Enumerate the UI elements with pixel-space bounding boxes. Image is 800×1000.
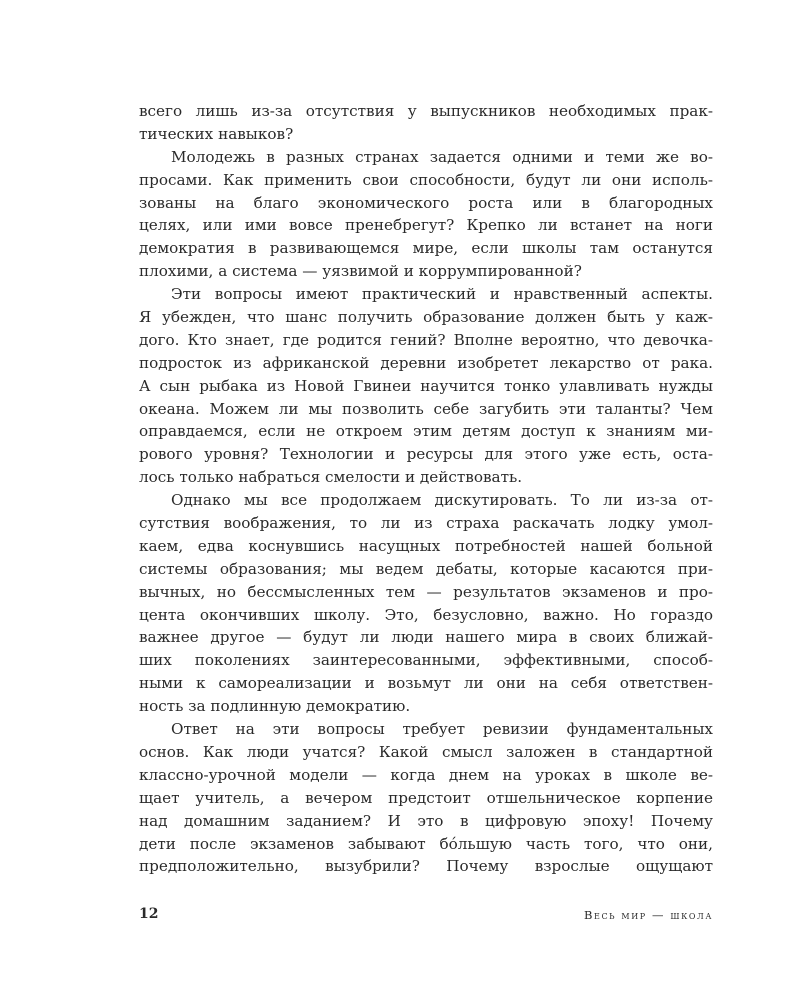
text-line: лось только набраться смелости и действовать. (139, 468, 523, 487)
text-line: рового уровня? Технологии и ресурсы для этого уже есть, оста- (139, 445, 713, 464)
text-line: океана. Можем ли мы позволить себе загубить эти таланты? Чем (139, 399, 713, 418)
text-line: Эти вопросы имеют практический и нравственный аспекты. (171, 285, 713, 304)
text-line: щает учитель, а вечером предстоит отшельническое корпение (139, 788, 713, 807)
body-text (139, 100, 713, 878)
text-line: плохими, а система — уязвимой и коррумпированной? (139, 262, 582, 281)
text-line: всего лишь из-за отсутствия у выпускников необходимых прак- (139, 102, 713, 120)
text-line: классно-урочной модели — когда днем на уроках в школе ве- (139, 765, 713, 784)
text-line: А сын рыбака из Новой Гвинеи научится тонко улавливать нужды (139, 376, 713, 395)
text-line: основ. Как люди учатся? Какой смысл заложен в стандартной (139, 742, 713, 761)
text-line: оправдаемся, если не откроем этим детям доступ к знаниям ми- (139, 422, 713, 441)
text-line: тических навыков? (139, 124, 294, 143)
text-line: подросток из африканской деревни изобретет лекарство от рака. (139, 353, 713, 372)
text-line: Я убежден, что шанс получить образование должен быть у каж- (139, 308, 713, 327)
text-line: важнее другое — будут ли люди нашего мира в своих ближай- (139, 628, 713, 647)
text-line: просами. Как применить свои способности, будут ли они исполь- (139, 170, 713, 189)
text-line: цента окончивших школу. Это, безусловно, важно. Но гораздо (139, 605, 713, 624)
running-head: Весь мир — школа (583, 908, 713, 922)
text-line: Однако мы все продолжаем дискутировать. То ли из-за от- (171, 491, 713, 510)
text-line: дети после экзаменов забывают бóльшую часть того, что они, (139, 834, 713, 853)
page-footer (139, 906, 713, 926)
text-line: зованы на благо экономического роста или в благородных (139, 193, 713, 212)
text-line: демократия в развивающемся мире, если школы там останутся (139, 239, 713, 258)
text-line: Молодежь в разных странах задается одними и теми же во- (171, 147, 713, 166)
text-line: целях, или ими вовсе пренебрегут? Крепко ли встанет на ноги (139, 216, 713, 235)
text-line: дого. Кто знает, где родится гений? Вполне вероятно, что девочка- (139, 330, 713, 349)
text-line: над домашним заданием? И это в цифровую эпоху! Почему (139, 811, 713, 830)
page-number: 12 (139, 906, 159, 922)
text-line: предположительно, вызубрили? Почему взрослые ощущают (139, 857, 713, 876)
text-line: вычных, но бессмысленных тем — результатов экзаменов и про- (139, 582, 713, 601)
text-line: каем, едва коснувшись насущных потребностей нашей больной (139, 536, 713, 555)
text-line: ными к самореализации и возьмут ли они на себя ответствен- (139, 674, 713, 693)
text-line: ших поколениях заинтересованными, эффективными, способ- (139, 651, 713, 670)
text-line: ность за подлинную демократию. (139, 697, 411, 716)
text-line: системы образования; мы ведем дебаты, которые касаются при- (139, 559, 713, 578)
text-line: Ответ на эти вопросы требует ревизии фундаментальных (171, 720, 713, 739)
text-line: сутствия воображения, то ли из страха раскачать лодку умол- (139, 514, 713, 533)
